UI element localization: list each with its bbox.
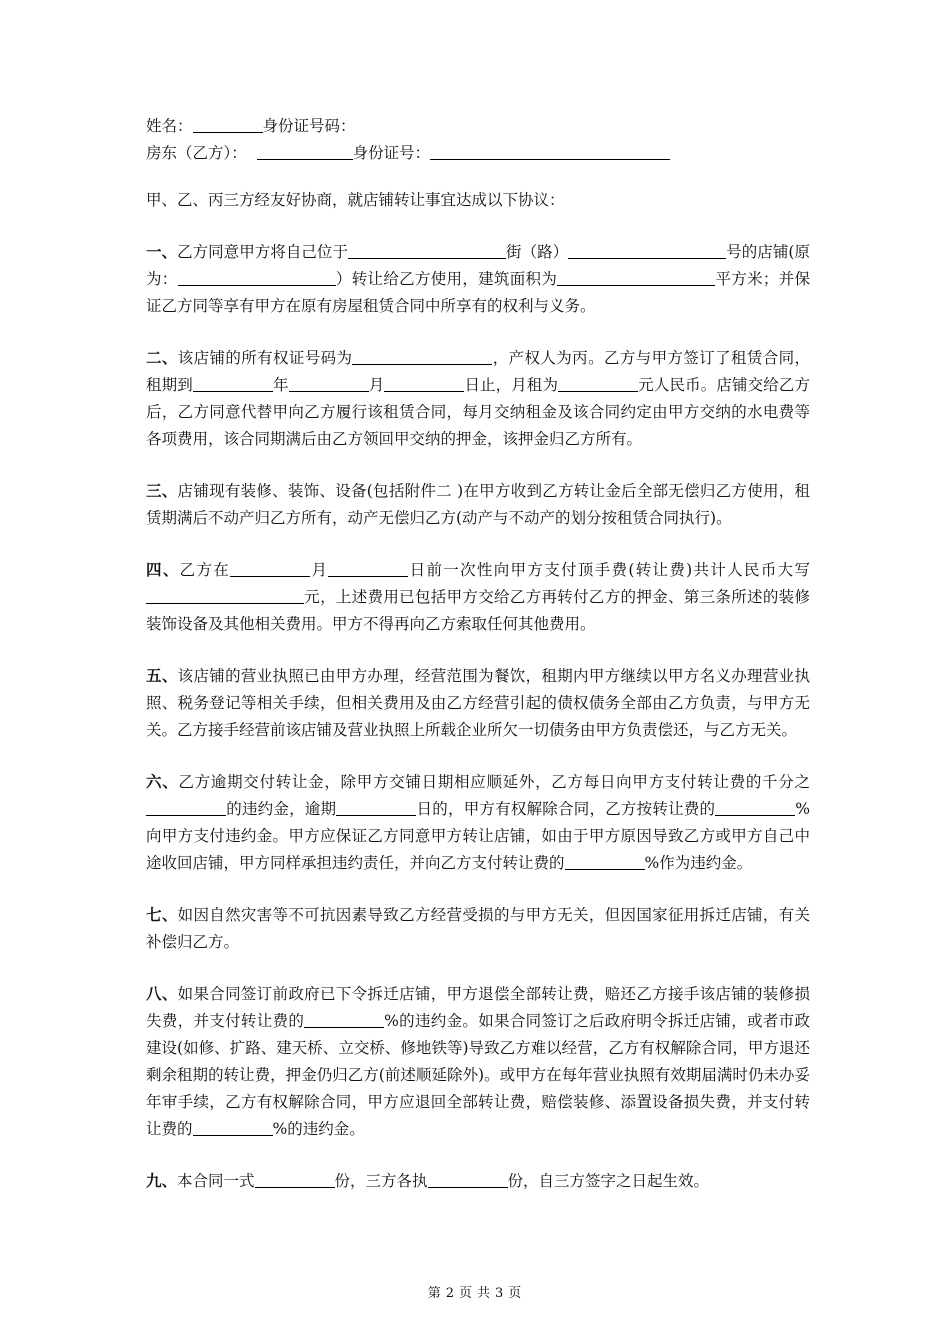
- clause-number: 三、: [146, 481, 178, 500]
- footer-text: 共: [477, 1286, 492, 1301]
- name-blank: [193, 114, 263, 133]
- clause-text: %作为违约金。: [644, 854, 753, 872]
- fill-blank: [178, 267, 336, 286]
- clause-5: [146, 662, 810, 744]
- fill-blank: [193, 373, 273, 392]
- clause-3: [146, 477, 810, 532]
- fill-blank: [384, 373, 464, 392]
- clause-text: 如因自然灾害等不可抗因素导致乙方经营受损的与甲方无关，但因国家征用拆迁店铺，有关补偿归乙方。: [146, 906, 810, 951]
- clause-4: [146, 556, 810, 638]
- fill-blank: [557, 267, 715, 286]
- clause-8: [146, 980, 810, 1143]
- clause-text: 乙方逾期交付转让金，除甲方交铺日期相应顺延外，乙方每日向甲方支付转让费的千分之: [178, 773, 810, 791]
- fill-blank: [336, 797, 416, 816]
- clause-1: [146, 238, 810, 320]
- clause-text: 乙方同意甲方将自己位于: [177, 243, 348, 261]
- clause-number: 一、: [146, 242, 178, 261]
- contract-page: [146, 113, 810, 1219]
- intro-paragraph: [146, 187, 810, 214]
- clause-text: 日止，月租为: [464, 376, 559, 394]
- clause-number: 五、: [146, 666, 178, 685]
- clause-text: 月: [310, 561, 329, 579]
- landlord-line: [146, 140, 810, 167]
- clause-7: [146, 901, 810, 956]
- footer-text: 页: [458, 1286, 473, 1301]
- clause-text: 该店铺的所有权证号码为: [177, 349, 353, 367]
- footer-text: 第: [427, 1286, 442, 1301]
- clause-number: 六、: [146, 772, 179, 791]
- clause-text: 店铺现有装修、装饰、设备(包括附件二 )在甲方收到乙方转让金后全部无偿归乙方使用，租赁期满后不动产归乙方所有，动产无偿归乙方(动产与不动产的划分按租赁合同执行)。: [146, 482, 810, 527]
- clause-text: 元人民币。店铺交给乙方后，乙方同意代替甲向乙方履行该租赁合同，每月交纳租金及该合同约定由甲方交纳的水电费等各项费用，该合同期满后由乙方领回甲交纳的押金，该押金归乙方所有。: [146, 376, 810, 448]
- name-label: 姓名：: [146, 117, 193, 135]
- clause-text: 份，自三方签字之日起生效。: [507, 1172, 710, 1190]
- fill-blank: [568, 240, 726, 259]
- fill-blank: [558, 373, 638, 392]
- clause-text: 元，上述费用已包括甲方交给乙方再转付乙方的押金、第三条所述的装修装饰设备及其他相关费用。甲方不得再向乙方索取任何其他费用。: [146, 588, 810, 633]
- footer-text: 页: [508, 1286, 523, 1301]
- fill-blank: [289, 373, 369, 392]
- fill-blank: [565, 851, 645, 870]
- name-line: [146, 113, 810, 140]
- clause-text: 该店铺的营业执照已由甲方办理，经营范围为餐饮，租期内甲方继续以甲方名义办理营业执照、税务登记等相关手续，但相关费用及由乙方经营引起的债权债务全部由乙方负责，与甲方无关。乙方接手经营前该店铺及营业执照上所载企业所欠一切债务由甲方负责偿还，与乙方无关。: [146, 667, 810, 739]
- fill-blank: [255, 1169, 335, 1188]
- fill-blank: [428, 1169, 508, 1188]
- fill-blank: [146, 585, 304, 604]
- fill-blank: [715, 797, 795, 816]
- intro-text: 甲、乙、丙三方经友好协商，就店铺转让事宜达成以下协议：: [146, 191, 565, 209]
- clause-text: 的违约金，逾期: [226, 800, 337, 818]
- page-number: 2: [445, 1286, 455, 1301]
- clause-text: 日的，甲方有权解除合同，乙方按转让费的: [416, 800, 716, 818]
- clause-text: 街（路）: [506, 243, 569, 261]
- fill-blank: [328, 558, 408, 577]
- clause-9: [146, 1167, 810, 1195]
- clause-number: 二、: [146, 348, 178, 367]
- clause-text: 号的店铺(原为：: [146, 243, 810, 288]
- fill-blank: [348, 240, 506, 259]
- fill-blank: [304, 1009, 384, 1028]
- total-pages: 3: [495, 1286, 505, 1301]
- clause-text: 份，三方各执: [334, 1172, 428, 1190]
- clause-text: 日前一次性向甲方支付顶手费(转让费)共计人民币大写: [408, 561, 810, 579]
- id-label-1: 身份证号码：: [262, 117, 356, 135]
- fill-blank: [352, 346, 492, 365]
- clause-text: ，产权人为丙。乙方与甲方签订了租赁合同，租期到: [146, 349, 810, 394]
- clause-number: 九、: [146, 1171, 178, 1190]
- fill-blank: [230, 558, 310, 577]
- landlord-label: 房东（乙方）：: [146, 144, 247, 162]
- landlord-blank: [257, 141, 353, 160]
- landlord-id-blank: [430, 141, 670, 160]
- fill-blank: [146, 797, 226, 816]
- fill-blank: [193, 1117, 273, 1136]
- clause-text: ）转让给乙方使用，建筑面积为: [335, 270, 558, 288]
- clause-text: 月: [368, 376, 385, 394]
- clause-text: %向甲方支付违约金。甲方应保证乙方同意甲方转让店铺，如由于甲方原因导致乙方或甲方自己中途收回店铺，甲方同样承担违约责任，并向乙方支付转让费的: [146, 800, 810, 872]
- clause-text: 乙方在: [179, 561, 231, 579]
- clause-text: 年: [272, 376, 289, 394]
- clause-2: [146, 344, 810, 453]
- id-label-2: 身份证号：: [352, 144, 431, 162]
- clause-text: 本合同一式: [177, 1172, 255, 1190]
- clause-text: %的违约金。如果合同签订之后政府明令拆迁店铺，或者市政建设(如修、扩路、建天桥、立交桥、修地铁等)导致乙方难以经营，乙方有权解除合同，甲方退还剩余租期的转让费，押金仍归乙方(前述顺延除外)。或甲方在每年营业执照有效期届满时仍未办妥年审手续，乙方有权解除合同，甲方应退回全部转让费，赔偿装修、添置设备损失费，并支付转让费的: [146, 1012, 810, 1138]
- clause-text: 如果合同签订前政府已下令拆迁店铺，甲方退偿全部转让费，赔还乙方接手该店铺的装修损失费，并支付转让费的: [146, 985, 810, 1030]
- clause-text: %的违约金。: [272, 1120, 365, 1138]
- clause-number: 七、: [146, 905, 178, 924]
- clause-number: 四、: [146, 560, 180, 579]
- clause-text: 平方米；并保证乙方同等享有甲方在原有房屋租赁合同中所享有的权利与义务。: [146, 270, 810, 315]
- page-footer: [0, 1282, 950, 1301]
- clause-number: 八、: [146, 984, 178, 1003]
- clause-6: [146, 768, 810, 877]
